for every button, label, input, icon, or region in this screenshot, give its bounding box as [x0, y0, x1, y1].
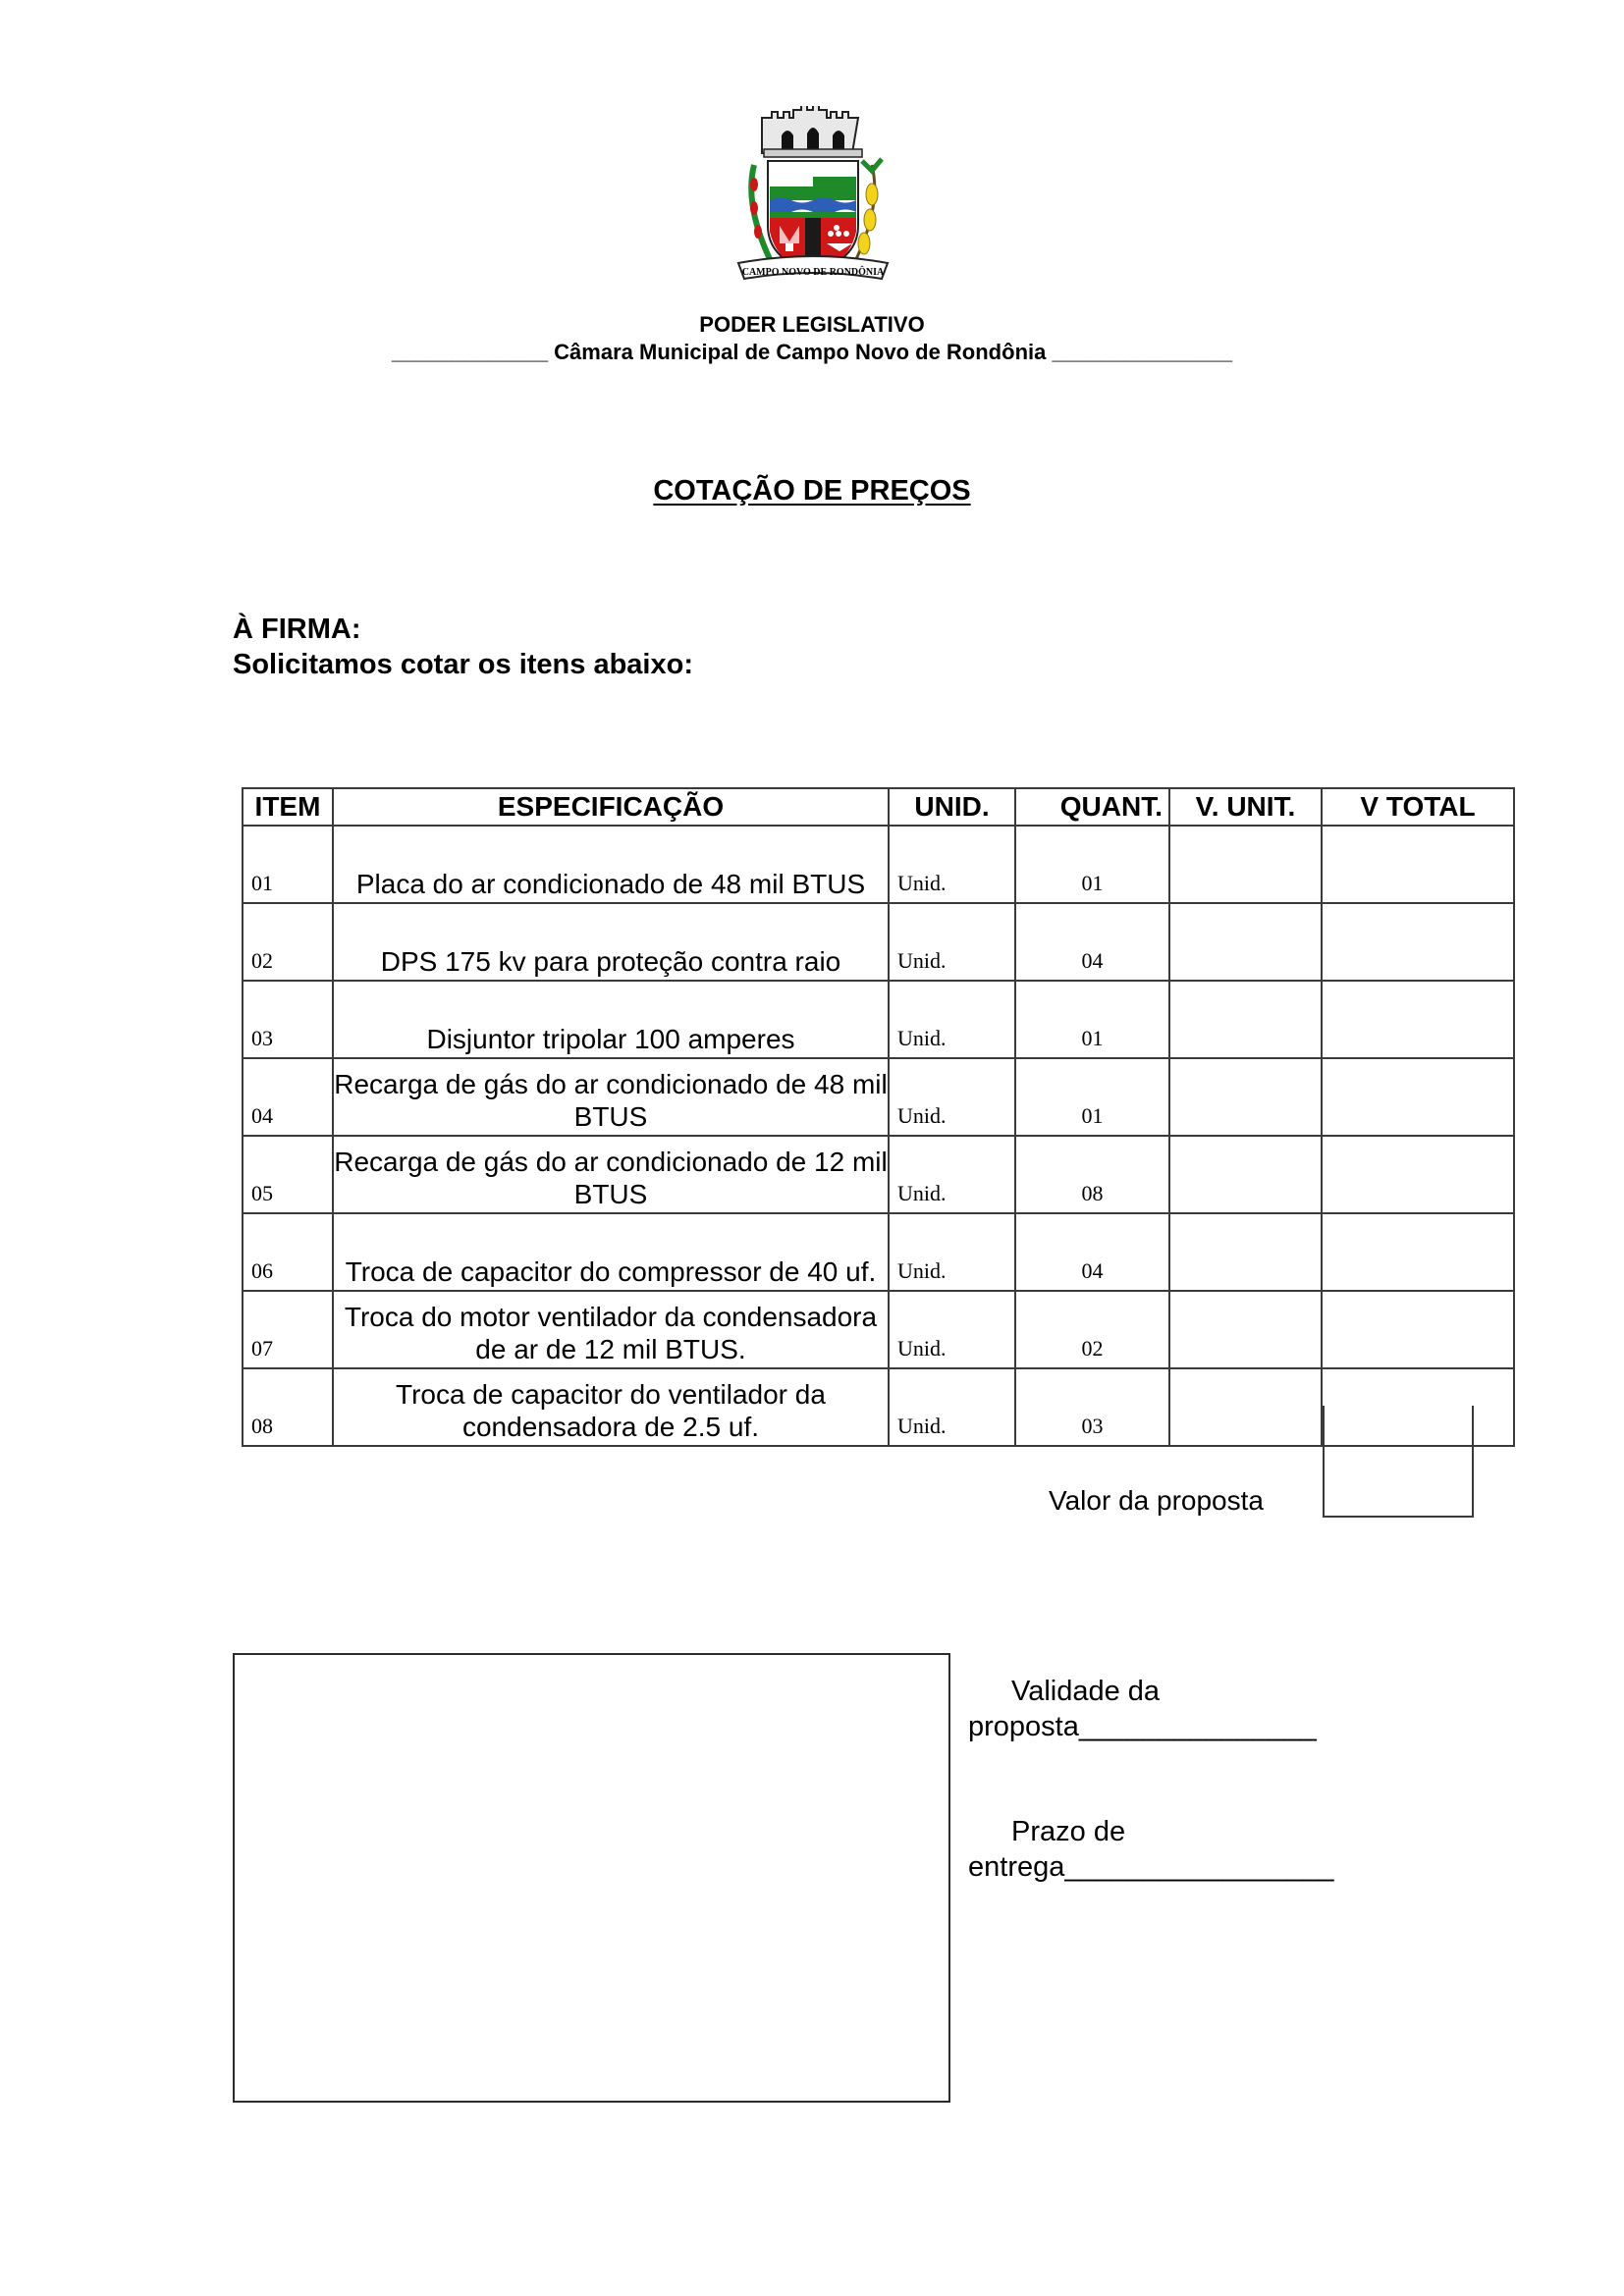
- table-row: [243, 1136, 1514, 1213]
- cell-quant: 03: [1015, 1368, 1169, 1446]
- cell-unid: Unid.: [889, 1213, 1015, 1291]
- crest-banner-text: CAMPO NOVO DE RONDÔNIA: [741, 267, 885, 278]
- cell-unid: Unid.: [889, 981, 1015, 1058]
- valor-proposta-label: Valor da proposta: [1049, 1485, 1264, 1516]
- quotation-table: [242, 787, 1515, 1447]
- cell-vunit[interactable]: [1169, 1368, 1322, 1446]
- cell-unid: Unid.: [889, 1368, 1015, 1446]
- prazo-label-2: entrega_________________: [968, 1851, 1334, 1883]
- cell-vtotal[interactable]: [1322, 903, 1514, 981]
- crown-icon: [762, 106, 862, 157]
- cell-item: 04: [243, 1058, 333, 1136]
- cell-spec: Disjuntor tripolar 100 amperes: [333, 981, 889, 1058]
- table-row: [243, 981, 1514, 1058]
- cell-item: 07: [243, 1291, 333, 1368]
- cell-item: 01: [243, 826, 333, 903]
- cell-quant: 02: [1015, 1291, 1169, 1368]
- cell-spec: Recarga de gás do ar condicionado de 12 mil BTUS: [333, 1136, 889, 1213]
- cell-vunit[interactable]: [1169, 1213, 1322, 1291]
- cell-vtotal[interactable]: [1322, 1136, 1514, 1213]
- col-header-item: ITEM: [243, 788, 333, 826]
- table-row: [243, 903, 1514, 981]
- cell-spec: Recarga de gás do ar condicionado de 48 mil BTUS: [333, 1058, 889, 1136]
- municipal-crest-logo: [725, 106, 901, 289]
- cell-vunit[interactable]: [1169, 903, 1322, 981]
- prazo-field[interactable]: [968, 1814, 1334, 1885]
- cell-vtotal[interactable]: [1322, 981, 1514, 1058]
- cell-vtotal[interactable]: [1322, 1058, 1514, 1136]
- table-row: [243, 826, 1514, 903]
- page-title: COTAÇÃO DE PREÇOS: [653, 475, 971, 507]
- table-header-row: [243, 788, 1514, 826]
- header-line-1: PODER LEGISLATIVO: [699, 312, 925, 337]
- cell-quant: 04: [1015, 903, 1169, 981]
- table-row: [243, 1213, 1514, 1291]
- table-row: [243, 1058, 1514, 1136]
- col-header-vunit: V. UNIT.: [1169, 788, 1322, 826]
- col-header-vtotal: V TOTAL: [1322, 788, 1514, 826]
- cell-quant: 04: [1015, 1213, 1169, 1291]
- cell-spec: Troca do motor ventilador da condensadora de ar de 12 mil BTUS.: [333, 1291, 889, 1368]
- cell-vunit[interactable]: [1169, 1291, 1322, 1368]
- firma-label: À FIRMA:: [233, 614, 361, 645]
- request-text: Solicitamos cotar os itens abaixo:: [233, 649, 693, 680]
- cell-quant: 08: [1015, 1136, 1169, 1213]
- col-header-unid: UNID.: [889, 788, 1015, 826]
- cell-vtotal[interactable]: [1322, 826, 1514, 903]
- cell-spec: DPS 175 kv para proteção contra raio: [333, 903, 889, 981]
- validade-field[interactable]: [968, 1674, 1317, 1744]
- cell-spec: Troca de capacitor do compressor de 40 uf.: [333, 1213, 889, 1291]
- col-header-quant: QUANT.: [1015, 788, 1169, 826]
- col-header-spec: ESPECIFICAÇÃO: [333, 788, 889, 826]
- cell-unid: Unid.: [889, 826, 1015, 903]
- cell-spec: Placa do ar condicionado de 48 mil BTUS: [333, 826, 889, 903]
- cell-unid: Unid.: [889, 1136, 1015, 1213]
- signature-stamp-box[interactable]: [233, 1653, 950, 2103]
- cell-item: 08: [243, 1368, 333, 1446]
- validade-label-1: Validade da: [1011, 1676, 1161, 1707]
- crest-icon: [725, 106, 901, 289]
- cell-quant: 01: [1015, 826, 1169, 903]
- cell-spec: Troca de capacitor do ventilador da condensadora de 2.5 uf.: [333, 1368, 889, 1446]
- cell-item: 06: [243, 1213, 333, 1291]
- cell-vunit[interactable]: [1169, 1136, 1322, 1213]
- cell-quant: 01: [1015, 1058, 1169, 1136]
- cell-vunit[interactable]: [1169, 826, 1322, 903]
- cell-item: 02: [243, 903, 333, 981]
- cell-unid: Unid.: [889, 903, 1015, 981]
- cell-vunit[interactable]: [1169, 1058, 1322, 1136]
- cell-quant: 01: [1015, 981, 1169, 1058]
- cell-vtotal[interactable]: [1322, 1291, 1514, 1368]
- cell-unid: Unid.: [889, 1058, 1015, 1136]
- cell-item: 03: [243, 981, 333, 1058]
- validade-label-2: proposta_______________: [968, 1711, 1317, 1742]
- cell-vtotal[interactable]: [1322, 1213, 1514, 1291]
- cell-vunit[interactable]: [1169, 981, 1322, 1058]
- cell-unid: Unid.: [889, 1291, 1015, 1368]
- prazo-label-1: Prazo de: [1011, 1816, 1126, 1847]
- cell-item: 05: [243, 1136, 333, 1213]
- table-row: [243, 1291, 1514, 1368]
- header-line-2: _____________ Câmara Municipal de Campo Novo de Rondônia _______________: [392, 340, 1232, 364]
- valor-proposta-field[interactable]: [1323, 1406, 1474, 1518]
